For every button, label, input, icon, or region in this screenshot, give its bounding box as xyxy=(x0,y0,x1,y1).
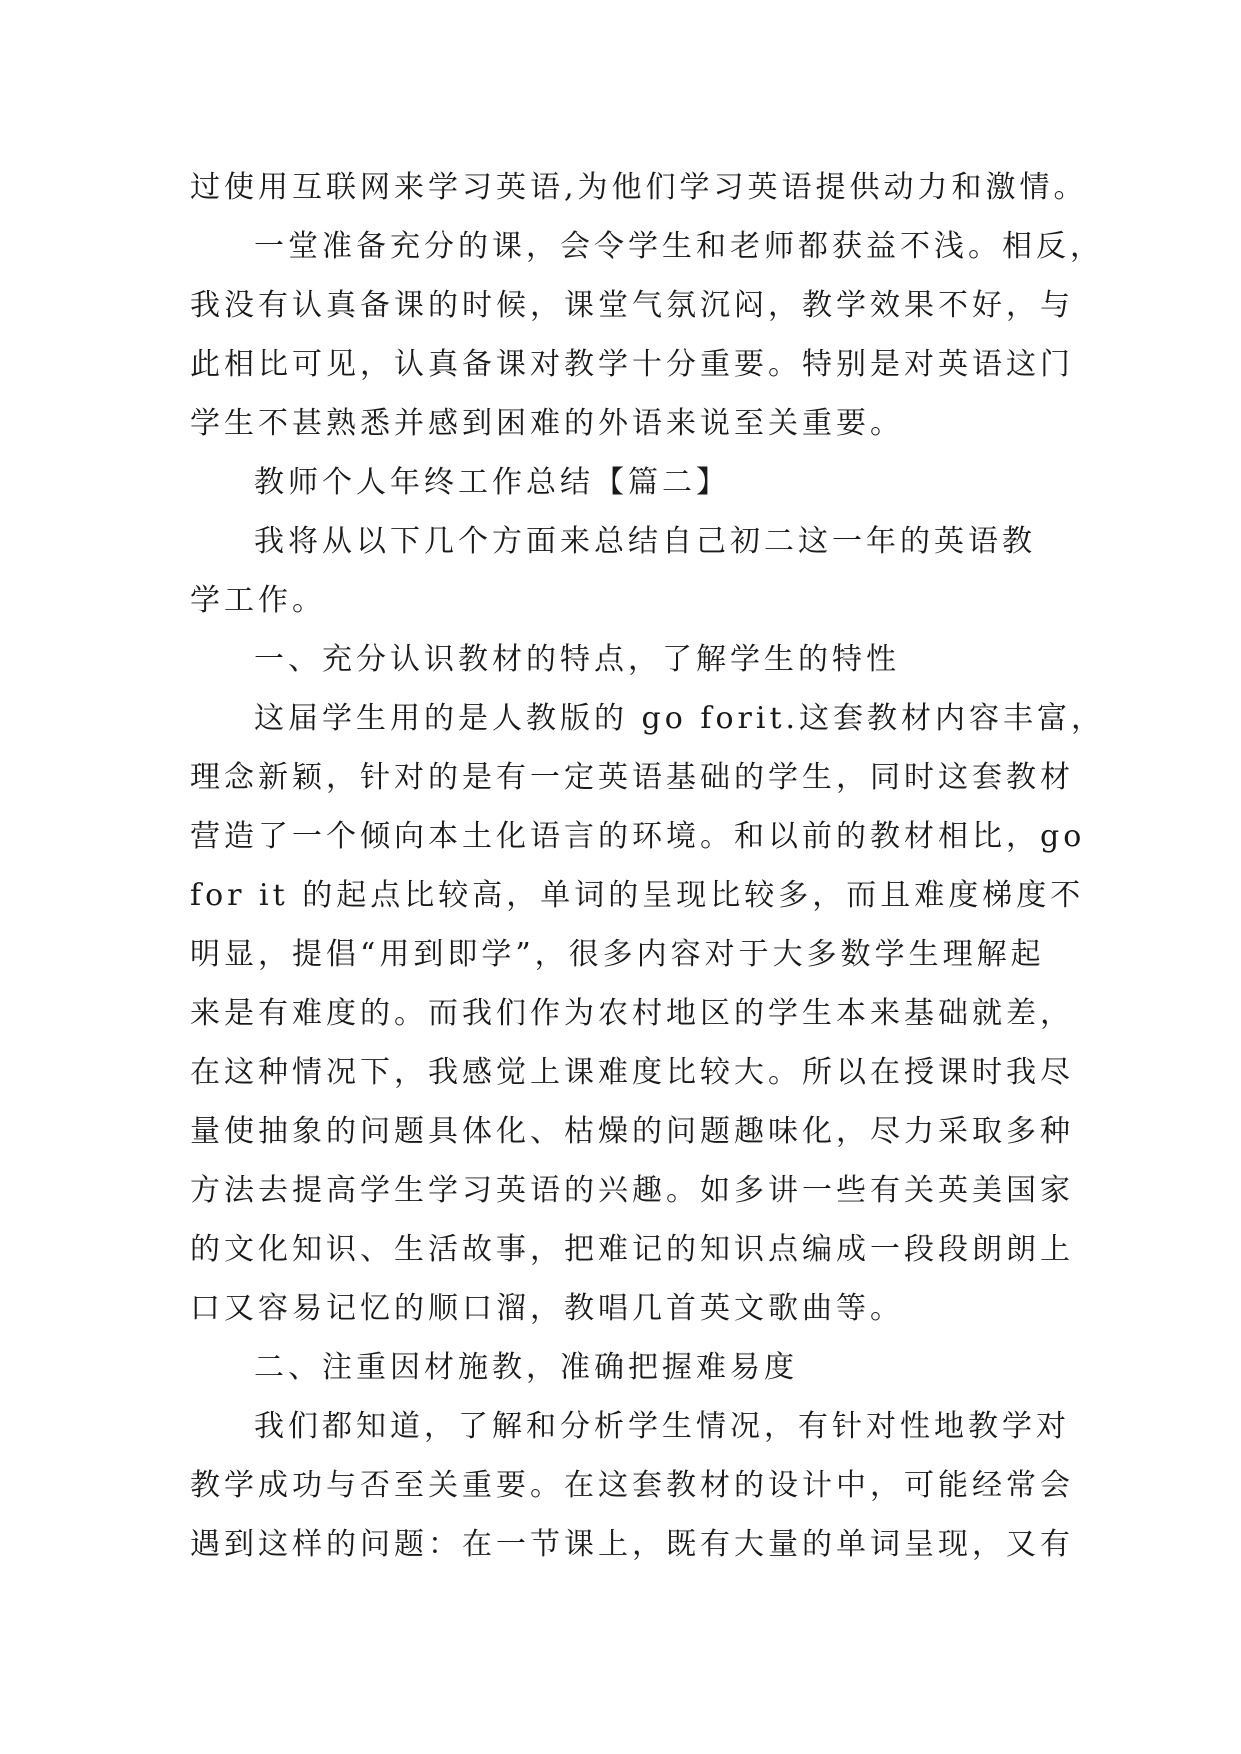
paragraph-start-line: 我将从以下几个方面来总结自己初二这一年的英语教 xyxy=(254,524,1036,559)
subsection-heading: 一、充分认识教材的特点，了解学生的特性 xyxy=(254,642,900,677)
text-line: 学工作。 xyxy=(190,583,326,618)
text-line: 过使用互联网来学习英语,为他们学习英语提供动力和激情。 xyxy=(190,170,1088,205)
text-line: 方法去提高学生学习英语的兴趣。如多讲一些有关英美国家 xyxy=(190,1173,1074,1208)
text-line: 遇到这样的问题：在一节课上，既有大量的单词呈现，又有 xyxy=(190,1527,1074,1562)
paragraph-start-line: 一堂准备充分的课，会令学生和老师都获益不浅。相反， xyxy=(254,229,1104,264)
text-line: for it 的起点比较高，单词的呈现比较多，而且难度梯度不 xyxy=(190,878,1085,913)
text-line: 来是有难度的。而我们作为农村地区的学生本来基础就差， xyxy=(190,996,1074,1031)
text-line: 明显，提倡“用到即学”，很多内容对于大多数学生理解起 xyxy=(190,937,1045,972)
text-line: 此相比可见，认真备课对教学十分重要。特别是对英语这门 xyxy=(190,347,1074,382)
text-line: 教学成功与否至关重要。在这套教材的设计中，可能经常会 xyxy=(190,1468,1074,1503)
text-line: 口又容易记忆的顺口溜，教唱几首英文歌曲等。 xyxy=(190,1291,904,1326)
text-line: 在这种情况下，我感觉上课难度比较大。所以在授课时我尽 xyxy=(190,1055,1074,1090)
subsection-heading: 二、注重因材施教，准确把握难易度 xyxy=(254,1350,798,1385)
text-line: 营造了一个倾向本土化语言的环境。和以前的教材相比，go xyxy=(190,819,1086,854)
text-line: 学生不甚熟悉并感到困难的外语来说至关重要。 xyxy=(190,406,904,441)
paragraph-start-line: 我们都知道，了解和分析学生情况，有针对性地教学对 xyxy=(254,1409,1070,1444)
paragraph-start-line: 这届学生用的是人教版的 go forit.这套教材内容丰富， xyxy=(254,701,1106,736)
text-line: 的文化知识、生活故事，把难记的知识点编成一段段朗朗上 xyxy=(190,1232,1074,1267)
text-line: 我没有认真备课的时候，课堂气氛沉闷，教学效果不好，与 xyxy=(190,288,1074,323)
document-body xyxy=(190,158,1106,1574)
section-heading: 教师个人年终工作总结【篇二】 xyxy=(254,465,730,500)
text-line: 理念新颖，针对的是有一定英语基础的学生，同时这套教材 xyxy=(190,760,1074,795)
text-line: 量使抽象的问题具体化、枯燥的问题趣味化，尽力采取多种 xyxy=(190,1114,1074,1149)
